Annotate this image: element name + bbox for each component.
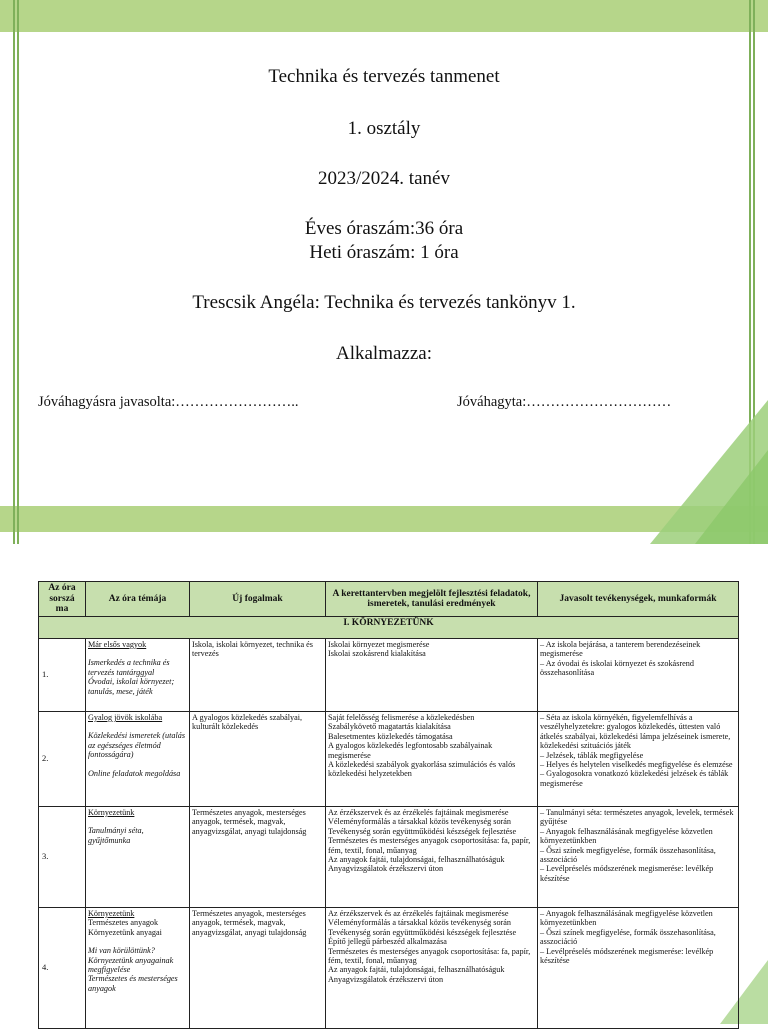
- goal-item: Az anyagok fajtái, tulajdonságai, felhasználhatóságuk: [328, 965, 505, 975]
- topic-plain-line: Környezetünk anyagai: [88, 927, 162, 937]
- goal-item: Az anyagok fajtái, tulajdonságai, felhasználhatóságuk: [328, 855, 505, 865]
- goal-item: Iskolai környezet megismerése: [328, 640, 430, 649]
- goal-item: Véleményformálás a társakkal közös tevékenység során: [328, 817, 512, 827]
- topic-line: Ismerkedés a technika és tervezés tantárggyal: [88, 658, 170, 677]
- header-goals: A kerettantervben megjelölt fejlesztési feladatok, ismeretek, tanulási eredmények: [326, 582, 538, 617]
- goal-item: Az érzékszervek és az érzékelés fajtáinak megismerése: [328, 808, 509, 817]
- annual-hours: Éves óraszám:36 óra: [304, 218, 464, 239]
- goal-item: Anyagvizsgálatok érzékszervi úton: [328, 974, 444, 984]
- table-row: [39, 908, 739, 1029]
- topic-line: Természetes és mesterséges anyagok: [88, 974, 178, 993]
- goal-item: Szabálykövető magatartás kialakítása: [328, 722, 451, 732]
- goal-item: A közlekedési szabályok gyakorlása szimulációs és valós közlekedési helyzetekben: [328, 760, 516, 779]
- topic-plain-line: Természetes anyagok: [88, 918, 159, 928]
- activities-cell: [538, 639, 739, 712]
- topic-cell: [86, 807, 190, 908]
- topic-line: Közlekedési ismeretek (utalás az egészséges életmód fontosságára): [88, 731, 186, 760]
- section-title: I. KÖRNYEZETÜNK: [39, 617, 739, 639]
- activity-item: – Őszi színek megfigyelése, formák összehasonlítása, asszociáció: [540, 927, 716, 947]
- goal-item: Véleményformálás a társakkal közös tevékenység során: [328, 918, 512, 928]
- goal-item: Tevékenység során együttműködési készségek fejlesztése: [328, 927, 517, 937]
- applies-label: Alkalmazza:: [335, 343, 432, 364]
- topic-cell: [86, 639, 190, 712]
- topic-line: Mi van körülöttünk? Környezetünk anyagainak megfigyelése: [88, 946, 174, 975]
- top-green-stripe: [0, 0, 768, 32]
- header-activities: Javasolt tevékenységek, munkaformák: [538, 582, 739, 617]
- concepts-cell: A gyalogos közlekedés szabályai, kulturált közlekedés: [190, 712, 326, 807]
- activity-item: – Őszi színek megfigyelése, formák összehasonlítása, asszociáció: [540, 845, 716, 865]
- table-row: [39, 807, 739, 908]
- table-row: [39, 712, 739, 807]
- section-row: [39, 617, 739, 639]
- lesson-number: 1.: [39, 639, 86, 712]
- goal-item: Az érzékszervek és az érzékelés fajtáinak megismerése: [328, 909, 509, 918]
- goal-item: Természetes és mesterséges anyagok csoportosítása: fa, papír, fém, textil, fonal, műanyag: [328, 836, 531, 855]
- concepts-cell: Iskola, iskolai környezet, technika és tervezés: [190, 639, 326, 712]
- goal-item: Természetes és mesterséges anyagok csoportosítása: fa, papír, fém, textil, fonal, műanyag: [328, 946, 531, 966]
- activity-item: – Tanulmányi séta: természetes anyagok, levelek, termések gyűjtése: [540, 808, 734, 827]
- activity-item: – Anyagok felhasználásának megfigyelése közvetlen környezetünkben: [540, 909, 713, 928]
- goal-item: Tevékenység során együttműködési készségek fejlesztése: [328, 826, 517, 836]
- activities-cell: [538, 807, 739, 908]
- activity-item: – Séta az iskola környékén, figyelemfelhívás a veszélyhelyzetekre: gyalogos közlekedés, úttesten való átkelés szabályai, közlekedési lámpa jelzéseinek ismerete, közlekedési szituációs játék: [540, 713, 731, 751]
- topic-title: Környezetünk: [88, 808, 135, 817]
- activity-item: – Helyes és helytelen viselkedés megfigyelése és elemzése: [540, 760, 733, 770]
- topic-title: Gyalog jövök iskolába: [88, 713, 163, 722]
- goals-cell: [326, 639, 538, 712]
- goals-cell: [326, 712, 538, 807]
- activity-item: – Az iskola bejárása, a tanterem berendezéseinek megismerése: [540, 640, 701, 659]
- lesson-number: 3.: [39, 807, 86, 908]
- activity-item: – Gyalogosokra vonatkozó közlekedési jelzések és táblák megismerése: [540, 769, 729, 788]
- grade-label: 1. osztály: [347, 118, 421, 139]
- approved-by-line: Jóváhagyta:…………………………: [457, 394, 672, 410]
- document-title: Technika és tervezés tanmenet: [268, 66, 500, 87]
- header-lesson-number: Az óra sorszá ma: [39, 582, 86, 617]
- topic-title: Már elsős vagyok: [88, 640, 147, 649]
- lesson-number: 4.: [39, 908, 86, 1029]
- goals-cell: [326, 908, 538, 1029]
- page-gap: [0, 544, 768, 580]
- concepts-cell: Természetes anyagok, mesterséges anyagok, termések, magvak, anyagvizsgálat, anyagi tulajdonság: [190, 807, 326, 908]
- topic-line: Online feladatok megoldása: [88, 768, 181, 778]
- goal-item: A gyalogos közlekedés legfontosabb szabályainak megismerése: [328, 741, 493, 760]
- activities-cell: [538, 712, 739, 807]
- table-header-row: [39, 582, 739, 617]
- topic-line: Óvodai, iskolai környezet; tanulás, mese, játék: [88, 677, 175, 696]
- activity-item: – Jelzések, táblák megfigyelése: [540, 750, 644, 760]
- header-topic: Az óra témája: [86, 582, 190, 617]
- proposed-by-line: Jóváhagyásra javasolta:……………………..: [38, 394, 299, 410]
- goal-item: Iskolai szokásrend kialakítása: [328, 649, 426, 659]
- weekly-hours: Heti óraszám: 1 óra: [309, 242, 459, 263]
- activity-item: – Levélpréselés módszerének megismerése: levélkép készítése: [540, 864, 714, 883]
- topic-cell: [86, 712, 190, 807]
- table-row: [39, 639, 739, 712]
- lesson-plan-table: [38, 581, 739, 1029]
- goal-item: Saját felelősség felismerése a közlekedésben: [328, 713, 475, 722]
- goal-item: Balesetmentes közlekedés támogatása: [328, 731, 453, 741]
- goals-cell: [326, 807, 538, 908]
- activity-item: – Anyagok felhasználásának megfigyelése közvetlen környezetünkben: [540, 826, 713, 846]
- concepts-cell: Természetes anyagok, mesterséges anyagok, termések, magvak, anyagvizsgálat, anyagi tulajdonság: [190, 908, 326, 1029]
- topic-cell: [86, 908, 190, 1029]
- header-concepts: Új fogalmak: [190, 582, 326, 617]
- topic-title: Környezetünk: [88, 909, 135, 918]
- activities-cell: [538, 908, 739, 1029]
- goal-item: Anyagvizsgálatok érzékszervi úton: [328, 864, 444, 874]
- school-year: 2023/2024. tanév: [318, 168, 450, 189]
- lesson-number: 2.: [39, 712, 86, 807]
- activity-item: – Levélpréselés módszerének megismerése: levélkép készítése: [540, 946, 714, 966]
- activity-item: – Az óvodai és iskolai környezet és szokásrend összehasonlítása: [540, 658, 694, 678]
- topic-line: Tanulmányi séta, gyűjtőmunka: [88, 826, 144, 845]
- textbook-title: Trescsik Angéla: Technika és tervezés tankönyv 1.: [192, 292, 576, 313]
- goal-item: Építő jellegű párbeszéd alkalmazása: [328, 937, 447, 947]
